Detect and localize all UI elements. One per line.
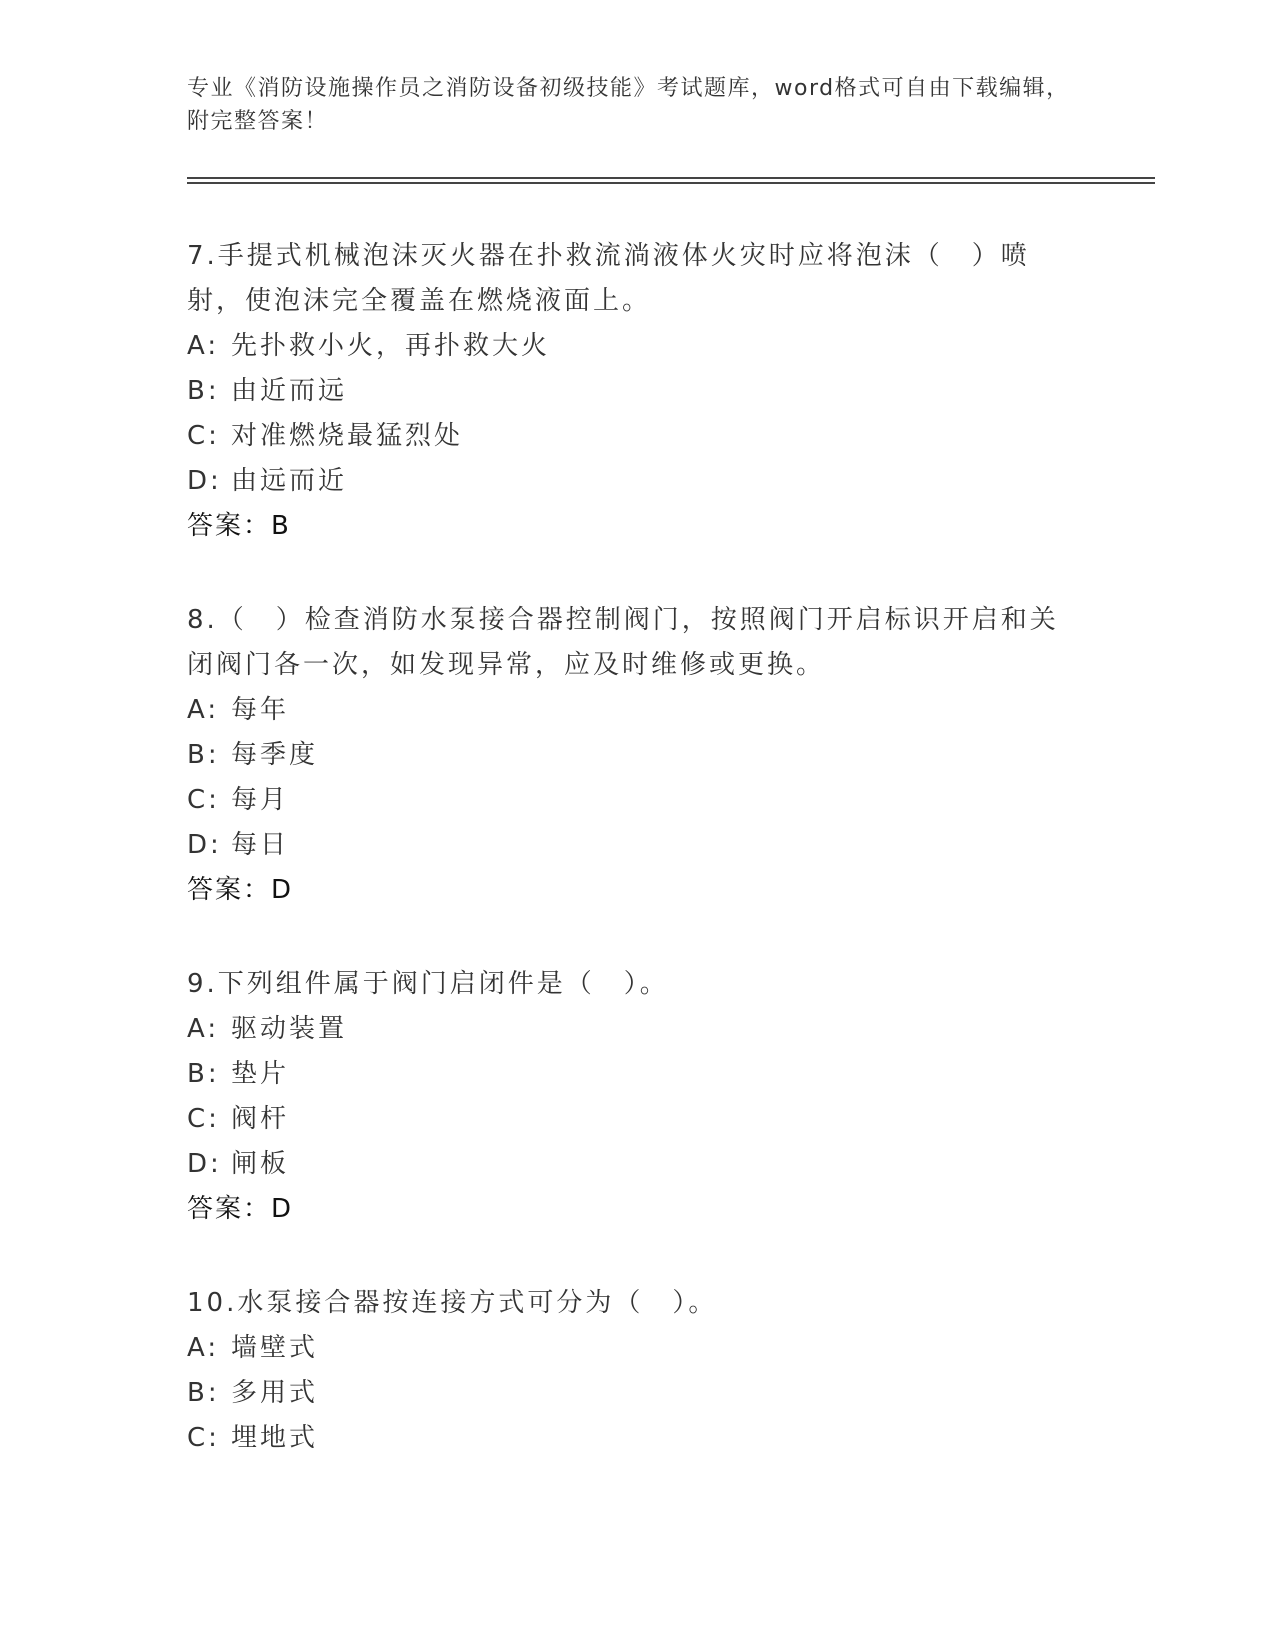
document-header: 专业《消防设施操作员之消防设备初级技能》考试题库，word格式可自由下载编辑，附完整答案！ [187, 76, 1070, 134]
option-d [187, 459, 1087, 504]
answer-line: 答案：B [187, 511, 291, 541]
option-c [187, 1416, 1087, 1461]
option-text: 闸板 [231, 1149, 290, 1179]
option-key: D: [187, 1149, 222, 1179]
option-a [187, 688, 1087, 733]
option-text: 每年 [231, 695, 290, 725]
option-text: 多用式 [231, 1378, 319, 1408]
option-b [187, 733, 1087, 778]
option-text: 驱动装置 [231, 1014, 348, 1044]
option-key: B: [187, 1378, 220, 1408]
option-text: 先扑救小火，再扑救大火 [231, 331, 551, 361]
option-text: 每日 [231, 830, 290, 860]
option-key: C: [187, 1423, 220, 1453]
option-d [187, 823, 1087, 868]
option-text: 埋地式 [231, 1423, 319, 1453]
option-b [187, 1052, 1087, 1097]
answer-line: 答案：D [187, 875, 294, 905]
option-text: 由远而近 [231, 466, 348, 496]
option-b [187, 1371, 1087, 1416]
option-a [187, 1326, 1087, 1371]
option-key: C: [187, 785, 220, 815]
header-divider-top [187, 177, 1155, 179]
question-stem: 7.手提式机械泡沫灭火器在扑救流淌液体火灾时应将泡沫（ ）喷射，使泡沫完全覆盖在燃烧液面上。 [187, 241, 1030, 316]
option-key: A: [187, 331, 220, 361]
option-a [187, 1007, 1087, 1052]
option-text: 每季度 [231, 740, 319, 770]
answer-line: 答案：D [187, 1194, 294, 1224]
option-key: D: [187, 830, 222, 860]
option-key: A: [187, 695, 220, 725]
option-a [187, 324, 1087, 369]
option-d [187, 1142, 1087, 1187]
option-text: 墙壁式 [231, 1333, 319, 1363]
option-key: A: [187, 1333, 220, 1363]
option-c [187, 778, 1087, 823]
option-c [187, 414, 1087, 459]
option-b [187, 369, 1087, 414]
option-text: 对准燃烧最猛烈处 [231, 421, 464, 451]
option-key: B: [187, 1059, 220, 1089]
question-block [187, 1281, 1087, 1461]
question-stem: 10.水泵接合器按连接方式可分为（ ）。 [187, 1288, 718, 1318]
option-text: 由近而远 [231, 376, 348, 406]
question-stem: 9.下列组件属于阀门启闭件是（ ）。 [187, 969, 669, 999]
option-c [187, 1097, 1087, 1142]
option-key: B: [187, 376, 220, 406]
option-key: C: [187, 421, 220, 451]
question-block [187, 234, 1087, 549]
question-block [187, 598, 1087, 913]
option-text: 阀杆 [231, 1104, 290, 1134]
header-divider-bottom [187, 182, 1155, 184]
question-block [187, 962, 1087, 1232]
option-text: 垫片 [231, 1059, 290, 1089]
option-text: 每月 [231, 785, 290, 815]
option-key: A: [187, 1014, 220, 1044]
option-key: D: [187, 466, 222, 496]
option-key: C: [187, 1104, 220, 1134]
option-key: B: [187, 740, 220, 770]
question-stem: 8.（ ）检查消防水泵接合器控制阀门，按照阀门开启标识开启和关闭阀门各一次，如发现异常，应及时维修或更换。 [187, 605, 1059, 680]
